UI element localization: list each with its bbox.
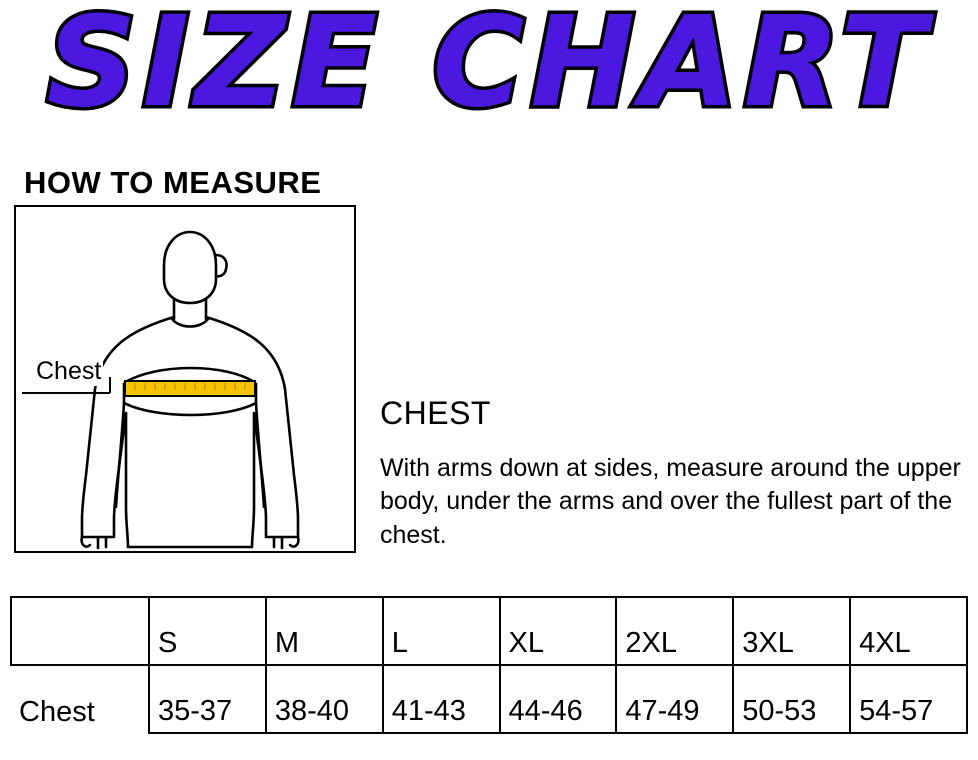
- cell-chest-2xl: 47-49: [616, 665, 733, 733]
- table-corner-cell: [11, 597, 149, 665]
- description-heading: CHEST: [380, 395, 491, 431]
- table-header-2xl: 2XL: [616, 597, 733, 665]
- chest-measure-label: Chest: [36, 357, 102, 385]
- table-header-3xl: 3XL: [733, 597, 850, 665]
- cell-chest-xl: 44-46: [500, 665, 617, 733]
- cell-chest-m: 38-40: [266, 665, 383, 733]
- cell-chest-s: 35-37: [149, 665, 266, 733]
- table-header-xl: XL: [500, 597, 617, 665]
- page-title: SIZE CHART: [46, 0, 932, 135]
- table-header-row: [11, 597, 967, 665]
- cell-chest-4xl: 54-57: [850, 665, 967, 733]
- table-row: [11, 665, 967, 733]
- table-header-l: L: [383, 597, 500, 665]
- cell-chest-3xl: 50-53: [733, 665, 850, 733]
- cell-chest-l: 41-43: [383, 665, 500, 733]
- size-chart-table: [10, 596, 968, 734]
- table-header-s: S: [149, 597, 266, 665]
- how-to-measure-heading: HOW TO MEASURE: [24, 165, 322, 200]
- table-row-label-chest: Chest: [19, 696, 95, 728]
- description-body: With arms down at sides, measure around the upper body, under the arms and over the fullest part of the chest.: [380, 454, 961, 549]
- table-header-4xl: 4XL: [850, 597, 967, 665]
- table-header-m: M: [266, 597, 383, 665]
